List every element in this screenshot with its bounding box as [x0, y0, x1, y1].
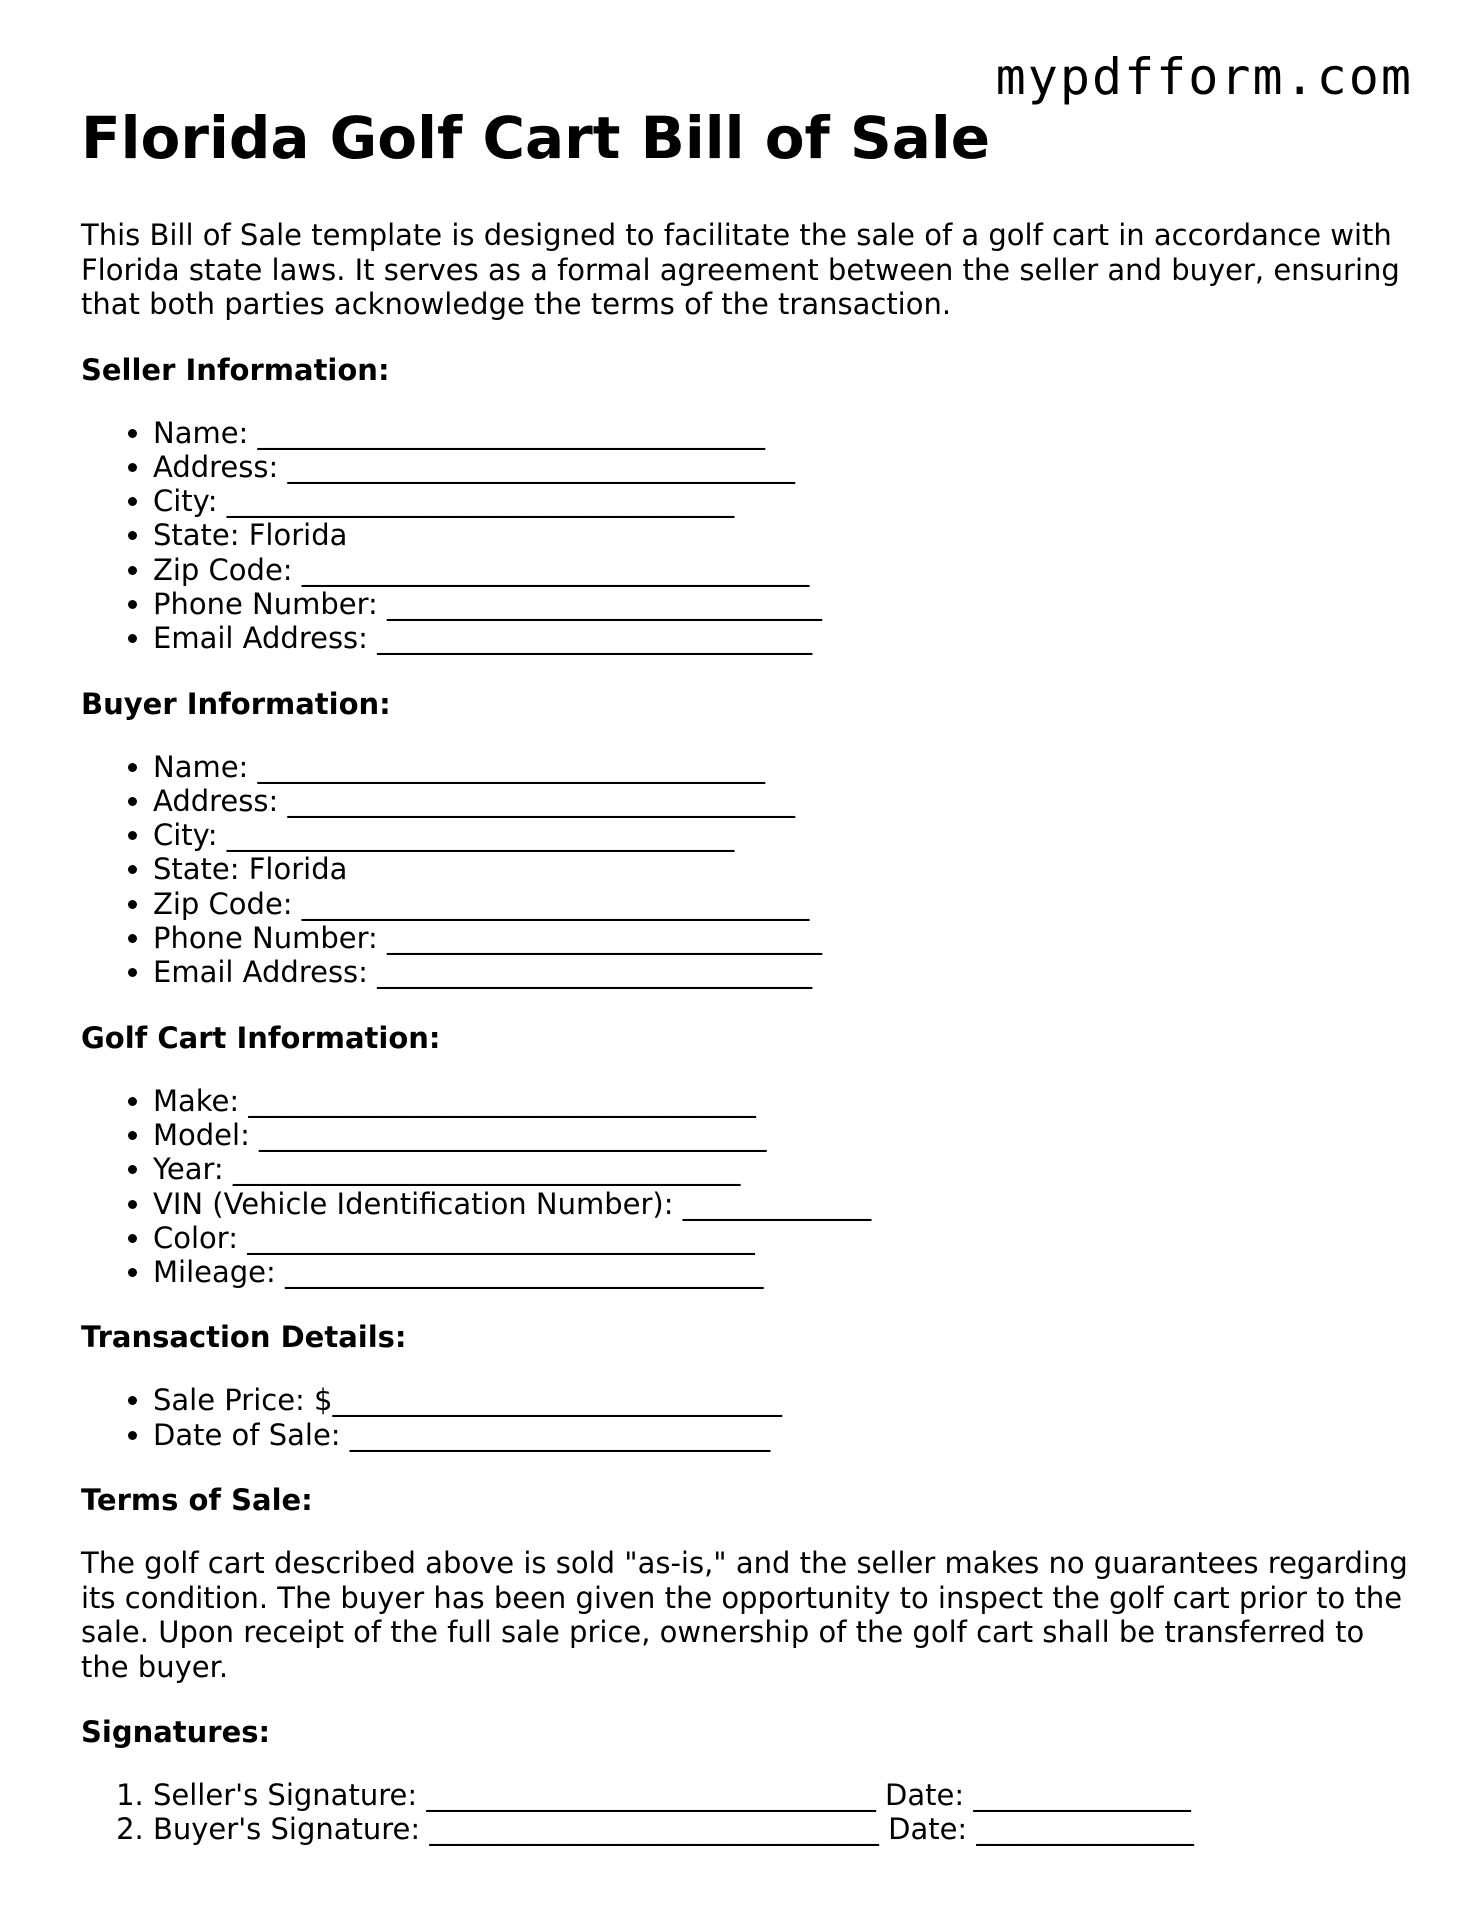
- cart-color-item: • Color: ___________________________________: [153, 1221, 1411, 1255]
- document-page: [81, 100, 1411, 1877]
- seller-email-item: • Email Address: ______________________________: [153, 621, 1411, 655]
- buyer-zip-item: • Zip Code: ___________________________________: [153, 887, 1411, 921]
- buyer-city-item: • City: ___________________________________: [153, 818, 1411, 852]
- transaction-heading: Transaction Details:: [81, 1320, 407, 1355]
- buyer-heading: Buyer Information:: [81, 686, 391, 721]
- signatures-list: [81, 1778, 1411, 1847]
- page-title: Florida Golf Cart Bill of Sale: [81, 104, 991, 172]
- signatures-heading: Signatures:: [81, 1715, 271, 1750]
- seller-state-item: • State: Florida: [153, 518, 1411, 552]
- watermark: mypdfform.com: [995, 48, 1413, 106]
- cart-model-item: • Model: ___________________________________: [153, 1118, 1411, 1152]
- intro-paragraph: This Bill of Sale template is designed to facilitate the sale of a golf cart in accordance with Florida state laws. It serves as a formal agreement between the seller and buyer, ensuring that both parties acknowledge the terms of the transaction.: [81, 218, 1400, 321]
- transaction-list: [81, 1383, 1411, 1452]
- seller-city-item: • City: ___________________________________: [153, 484, 1411, 518]
- buyer-list: [81, 750, 1411, 990]
- sale-price-item: • Sale Price: $_______________________________: [153, 1383, 1411, 1417]
- seller-address-item: • Address: ___________________________________: [153, 450, 1411, 484]
- sale-date-item: • Date of Sale: _____________________________: [153, 1418, 1411, 1452]
- cart-year-item: • Year: ___________________________________: [153, 1152, 1411, 1186]
- seller-heading: Seller Information:: [81, 352, 390, 387]
- buyer-address-item: • Address: ___________________________________: [153, 784, 1411, 818]
- cart-mileage-item: • Mileage: _________________________________: [153, 1255, 1411, 1289]
- cart-make-item: • Make: ___________________________________: [153, 1084, 1411, 1118]
- buyer-state-item: • State: Florida: [153, 852, 1411, 886]
- seller-list: [81, 416, 1411, 656]
- seller-zip-item: • Zip Code: ___________________________________: [153, 553, 1411, 587]
- terms-heading: Terms of Sale:: [81, 1483, 313, 1518]
- golf-cart-list: [81, 1084, 1411, 1290]
- golf-cart-heading: Golf Cart Information:: [81, 1020, 441, 1055]
- seller-signature-item: 1. Seller's Signature: _______________________________ Date: _______________: [153, 1778, 1411, 1812]
- seller-phone-item: • Phone Number: ______________________________: [153, 587, 1411, 621]
- cart-vin-item: • VIN (Vehicle Identification Number): _____________: [153, 1187, 1411, 1221]
- buyer-signature-item: 2. Buyer's Signature: _______________________________ Date: _______________: [153, 1812, 1411, 1846]
- terms-paragraph: The golf cart described above is sold "as-is," and the seller makes no guarantees regarding its condition. The buyer has been given the opportunity to inspect the golf cart prior to the sale. Upon receipt of the full sale price, ownership of the golf cart shall be transferred to the buyer.: [81, 1546, 1408, 1684]
- buyer-name-item: • Name: ___________________________________: [153, 750, 1411, 784]
- buyer-phone-item: • Phone Number: ______________________________: [153, 921, 1411, 955]
- seller-name-item: • Name: ___________________________________: [153, 416, 1411, 450]
- buyer-email-item: • Email Address: ______________________________: [153, 955, 1411, 989]
